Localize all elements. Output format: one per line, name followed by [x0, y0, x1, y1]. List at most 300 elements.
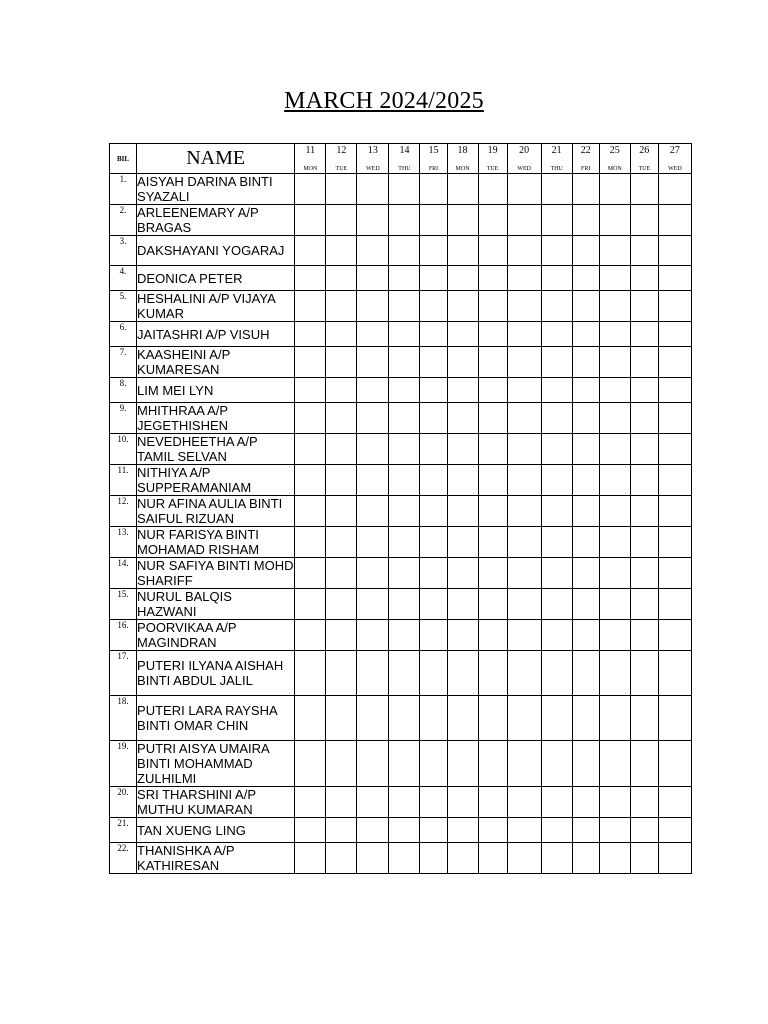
attendance-cell[interactable]: [599, 651, 630, 696]
attendance-cell[interactable]: [326, 347, 357, 378]
attendance-cell[interactable]: [326, 843, 357, 874]
attendance-cell[interactable]: [541, 787, 572, 818]
attendance-cell[interactable]: [541, 741, 572, 787]
attendance-cell[interactable]: [507, 378, 541, 403]
attendance-cell[interactable]: [599, 465, 630, 496]
attendance-cell[interactable]: [658, 465, 691, 496]
attendance-cell[interactable]: [295, 266, 326, 291]
attendance-cell[interactable]: [447, 205, 478, 236]
attendance-cell[interactable]: [478, 787, 507, 818]
attendance-cell[interactable]: [357, 266, 389, 291]
attendance-cell[interactable]: [420, 741, 447, 787]
attendance-cell[interactable]: [389, 378, 420, 403]
attendance-cell[interactable]: [326, 696, 357, 741]
attendance-cell[interactable]: [478, 589, 507, 620]
attendance-cell[interactable]: [658, 620, 691, 651]
day-of-week: MON: [303, 166, 318, 172]
day-of-week: FRI: [428, 166, 439, 172]
attendance-cell[interactable]: [326, 378, 357, 403]
attendance-cell[interactable]: [295, 620, 326, 651]
attendance-cell[interactable]: [572, 818, 599, 843]
attendance-cell[interactable]: [447, 174, 478, 205]
attendance-cell[interactable]: [357, 291, 389, 322]
attendance-cell[interactable]: [295, 291, 326, 322]
attendance-cell[interactable]: [572, 741, 599, 787]
attendance-cell[interactable]: [630, 347, 658, 378]
attendance-cell[interactable]: [326, 818, 357, 843]
attendance-cell[interactable]: [420, 266, 447, 291]
attendance-cell[interactable]: [658, 527, 691, 558]
attendance-cell[interactable]: [599, 696, 630, 741]
attendance-cell[interactable]: [658, 378, 691, 403]
attendance-cell[interactable]: [357, 651, 389, 696]
day-header: [326, 144, 357, 174]
attendance-cell[interactable]: [599, 818, 630, 843]
attendance-cell[interactable]: [507, 322, 541, 347]
attendance-cell[interactable]: [389, 620, 420, 651]
attendance-cell[interactable]: [447, 843, 478, 874]
attendance-cell[interactable]: [389, 434, 420, 465]
attendance-cell[interactable]: [295, 322, 326, 347]
attendance-cell[interactable]: [541, 558, 572, 589]
attendance-cell[interactable]: [630, 236, 658, 266]
attendance-cell[interactable]: [658, 558, 691, 589]
attendance-cell[interactable]: [599, 741, 630, 787]
attendance-cell[interactable]: [420, 403, 447, 434]
attendance-cell[interactable]: [326, 205, 357, 236]
attendance-cell[interactable]: [295, 818, 326, 843]
attendance-cell[interactable]: [420, 696, 447, 741]
attendance-cell[interactable]: [447, 620, 478, 651]
attendance-cell[interactable]: [326, 465, 357, 496]
attendance-cell[interactable]: [420, 496, 447, 527]
attendance-cell[interactable]: [541, 696, 572, 741]
attendance-cell[interactable]: [389, 266, 420, 291]
attendance-cell[interactable]: [541, 589, 572, 620]
attendance-cell[interactable]: [447, 322, 478, 347]
attendance-cell[interactable]: [599, 496, 630, 527]
attendance-cell[interactable]: [507, 620, 541, 651]
attendance-cell[interactable]: [507, 403, 541, 434]
attendance-cell[interactable]: [507, 787, 541, 818]
attendance-cell[interactable]: [541, 527, 572, 558]
attendance-cell[interactable]: [357, 589, 389, 620]
attendance-cell[interactable]: [326, 322, 357, 347]
attendance-cell[interactable]: [357, 843, 389, 874]
attendance-cell[interactable]: [630, 589, 658, 620]
attendance-cell[interactable]: [572, 174, 599, 205]
attendance-cell[interactable]: [541, 651, 572, 696]
attendance-cell[interactable]: [326, 291, 357, 322]
attendance-cell[interactable]: [599, 558, 630, 589]
attendance-cell[interactable]: [357, 558, 389, 589]
attendance-cell[interactable]: [658, 266, 691, 291]
attendance-cell[interactable]: [420, 174, 447, 205]
attendance-cell[interactable]: [420, 205, 447, 236]
attendance-cell[interactable]: [658, 589, 691, 620]
attendance-cell[interactable]: [630, 620, 658, 651]
attendance-cell[interactable]: [420, 236, 447, 266]
attendance-cell[interactable]: [478, 174, 507, 205]
attendance-cell[interactable]: [599, 205, 630, 236]
attendance-cell[interactable]: [447, 403, 478, 434]
attendance-cell[interactable]: [295, 378, 326, 403]
attendance-cell[interactable]: [295, 843, 326, 874]
attendance-cell[interactable]: [478, 378, 507, 403]
attendance-cell[interactable]: [630, 527, 658, 558]
attendance-cell[interactable]: [357, 174, 389, 205]
attendance-cell[interactable]: [541, 322, 572, 347]
attendance-cell[interactable]: [447, 558, 478, 589]
attendance-cell[interactable]: [295, 589, 326, 620]
attendance-cell[interactable]: [357, 818, 389, 843]
attendance-cell[interactable]: [357, 403, 389, 434]
attendance-cell[interactable]: [658, 651, 691, 696]
attendance-cell[interactable]: [389, 558, 420, 589]
attendance-cell[interactable]: [599, 266, 630, 291]
attendance-cell[interactable]: [572, 496, 599, 527]
attendance-cell[interactable]: [630, 322, 658, 347]
attendance-cell[interactable]: [389, 651, 420, 696]
attendance-cell[interactable]: [420, 589, 447, 620]
attendance-cell[interactable]: [357, 527, 389, 558]
row-number: 6.: [110, 322, 137, 347]
attendance-cell[interactable]: [658, 174, 691, 205]
attendance-cell[interactable]: [572, 347, 599, 378]
attendance-cell[interactable]: [572, 527, 599, 558]
attendance-cell[interactable]: [420, 558, 447, 589]
attendance-cell[interactable]: [295, 236, 326, 266]
row-number: 16.: [110, 620, 137, 651]
attendance-cell[interactable]: [630, 843, 658, 874]
attendance-cell[interactable]: [447, 651, 478, 696]
attendance-cell[interactable]: [572, 787, 599, 818]
attendance-cell[interactable]: [389, 291, 420, 322]
attendance-cell[interactable]: [420, 465, 447, 496]
attendance-cell[interactable]: [478, 696, 507, 741]
attendance-cell[interactable]: [295, 205, 326, 236]
attendance-cell[interactable]: [658, 741, 691, 787]
attendance-cell[interactable]: [507, 496, 541, 527]
attendance-cell[interactable]: [478, 620, 507, 651]
attendance-cell[interactable]: [326, 266, 357, 291]
attendance-cell[interactable]: [630, 818, 658, 843]
attendance-cell[interactable]: [541, 174, 572, 205]
attendance-cell[interactable]: [658, 496, 691, 527]
attendance-cell[interactable]: [295, 434, 326, 465]
attendance-cell[interactable]: [541, 818, 572, 843]
attendance-cell[interactable]: [478, 205, 507, 236]
attendance-cell[interactable]: [541, 403, 572, 434]
attendance-cell[interactable]: [541, 347, 572, 378]
attendance-cell[interactable]: [389, 843, 420, 874]
attendance-cell[interactable]: [326, 496, 357, 527]
attendance-cell[interactable]: [541, 620, 572, 651]
attendance-cell[interactable]: [507, 741, 541, 787]
attendance-cell[interactable]: [420, 651, 447, 696]
attendance-cell[interactable]: [447, 378, 478, 403]
attendance-cell[interactable]: [658, 403, 691, 434]
attendance-cell[interactable]: [507, 174, 541, 205]
attendance-cell[interactable]: [478, 236, 507, 266]
attendance-cell[interactable]: [389, 322, 420, 347]
attendance-cell[interactable]: [599, 378, 630, 403]
attendance-cell[interactable]: [478, 527, 507, 558]
attendance-cell[interactable]: [478, 434, 507, 465]
attendance-cell[interactable]: [389, 589, 420, 620]
attendance-cell[interactable]: [507, 843, 541, 874]
attendance-cell[interactable]: [420, 322, 447, 347]
attendance-cell[interactable]: [357, 347, 389, 378]
attendance-cell[interactable]: [572, 205, 599, 236]
attendance-cell[interactable]: [389, 527, 420, 558]
attendance-cell[interactable]: [389, 174, 420, 205]
attendance-cell[interactable]: [572, 236, 599, 266]
attendance-cell[interactable]: [357, 496, 389, 527]
attendance-cell[interactable]: [507, 589, 541, 620]
attendance-cell[interactable]: [630, 696, 658, 741]
attendance-cell[interactable]: [295, 696, 326, 741]
attendance-cell[interactable]: [572, 322, 599, 347]
attendance-cell[interactable]: [572, 465, 599, 496]
attendance-cell[interactable]: [599, 347, 630, 378]
table-row: [110, 347, 692, 378]
attendance-cell[interactable]: [420, 843, 447, 874]
attendance-cell[interactable]: [572, 843, 599, 874]
student-name: DAKSHAYANI YOGARAJ: [137, 236, 295, 266]
attendance-cell[interactable]: [420, 818, 447, 843]
attendance-cell[interactable]: [478, 741, 507, 787]
day-header: [478, 144, 507, 174]
attendance-cell[interactable]: [295, 174, 326, 205]
attendance-cell[interactable]: [507, 651, 541, 696]
attendance-cell[interactable]: [507, 465, 541, 496]
attendance-cell[interactable]: [326, 527, 357, 558]
student-name: NUR AFINA AULIA BINTI SAIFUL RIZUAN: [137, 496, 295, 527]
attendance-cell[interactable]: [389, 496, 420, 527]
attendance-cell[interactable]: [541, 266, 572, 291]
attendance-cell[interactable]: [295, 741, 326, 787]
attendance-cell[interactable]: [447, 741, 478, 787]
attendance-cell[interactable]: [326, 174, 357, 205]
attendance-cell[interactable]: [447, 434, 478, 465]
attendance-cell[interactable]: [447, 696, 478, 741]
attendance-cell[interactable]: [389, 741, 420, 787]
attendance-cell[interactable]: [630, 496, 658, 527]
attendance-cell[interactable]: [420, 347, 447, 378]
attendance-cell[interactable]: [357, 434, 389, 465]
attendance-cell[interactable]: [658, 434, 691, 465]
student-name: AISYAH DARINA BINTI SYAZALI: [137, 174, 295, 205]
attendance-cell[interactable]: [389, 787, 420, 818]
attendance-cell[interactable]: [572, 696, 599, 741]
attendance-cell[interactable]: [357, 696, 389, 741]
attendance-cell[interactable]: [507, 434, 541, 465]
attendance-cell[interactable]: [389, 696, 420, 741]
attendance-cell[interactable]: [599, 589, 630, 620]
attendance-cell[interactable]: [630, 787, 658, 818]
attendance-cell[interactable]: [599, 403, 630, 434]
attendance-cell[interactable]: [572, 558, 599, 589]
attendance-cell[interactable]: [507, 205, 541, 236]
attendance-cell[interactable]: [658, 236, 691, 266]
attendance-cell[interactable]: [599, 174, 630, 205]
attendance-cell[interactable]: [478, 347, 507, 378]
attendance-cell[interactable]: [541, 291, 572, 322]
attendance-cell[interactable]: [630, 174, 658, 205]
attendance-cell[interactable]: [572, 589, 599, 620]
attendance-cell[interactable]: [507, 291, 541, 322]
attendance-cell[interactable]: [658, 696, 691, 741]
attendance-cell[interactable]: [295, 558, 326, 589]
attendance-cell[interactable]: [630, 558, 658, 589]
attendance-cell[interactable]: [447, 787, 478, 818]
attendance-cell[interactable]: [658, 818, 691, 843]
attendance-cell[interactable]: [389, 403, 420, 434]
attendance-cell[interactable]: [389, 347, 420, 378]
attendance-cell[interactable]: [420, 787, 447, 818]
attendance-cell[interactable]: [295, 651, 326, 696]
attendance-cell[interactable]: [478, 322, 507, 347]
attendance-cell[interactable]: [295, 527, 326, 558]
attendance-cell[interactable]: [326, 236, 357, 266]
attendance-cell[interactable]: [389, 465, 420, 496]
attendance-cell[interactable]: [658, 291, 691, 322]
attendance-cell[interactable]: [507, 236, 541, 266]
attendance-cell[interactable]: [478, 558, 507, 589]
attendance-cell[interactable]: [295, 465, 326, 496]
attendance-cell[interactable]: [630, 291, 658, 322]
attendance-cell[interactable]: [447, 291, 478, 322]
attendance-cell[interactable]: [630, 403, 658, 434]
attendance-cell[interactable]: [357, 787, 389, 818]
attendance-cell[interactable]: [572, 651, 599, 696]
attendance-cell[interactable]: [389, 818, 420, 843]
attendance-cell[interactable]: [658, 843, 691, 874]
attendance-cell[interactable]: [295, 347, 326, 378]
attendance-cell[interactable]: [295, 787, 326, 818]
attendance-cell[interactable]: [630, 266, 658, 291]
attendance-cell[interactable]: [326, 558, 357, 589]
attendance-cell[interactable]: [572, 378, 599, 403]
attendance-cell[interactable]: [478, 465, 507, 496]
attendance-cell[interactable]: [507, 696, 541, 741]
attendance-cell[interactable]: [630, 378, 658, 403]
attendance-cell[interactable]: [295, 496, 326, 527]
row-number: 4.: [110, 266, 137, 291]
attendance-cell[interactable]: [326, 741, 357, 787]
day-header: [658, 144, 691, 174]
attendance-cell[interactable]: [541, 843, 572, 874]
attendance-cell[interactable]: [507, 818, 541, 843]
attendance-cell[interactable]: [447, 266, 478, 291]
attendance-cell[interactable]: [357, 205, 389, 236]
day-header: [507, 144, 541, 174]
attendance-cell[interactable]: [541, 434, 572, 465]
attendance-cell[interactable]: [357, 322, 389, 347]
attendance-cell[interactable]: [478, 843, 507, 874]
attendance-cell[interactable]: [478, 651, 507, 696]
attendance-cell[interactable]: [478, 818, 507, 843]
attendance-cell[interactable]: [507, 558, 541, 589]
attendance-cell[interactable]: [478, 266, 507, 291]
attendance-cell[interactable]: [357, 236, 389, 266]
attendance-cell[interactable]: [447, 527, 478, 558]
attendance-cell[interactable]: [326, 651, 357, 696]
attendance-cell[interactable]: [420, 620, 447, 651]
attendance-cell[interactable]: [599, 527, 630, 558]
attendance-cell[interactable]: [658, 787, 691, 818]
attendance-cell[interactable]: [658, 347, 691, 378]
attendance-cell[interactable]: [599, 787, 630, 818]
attendance-cell[interactable]: [541, 496, 572, 527]
attendance-cell[interactable]: [507, 527, 541, 558]
attendance-cell[interactable]: [599, 236, 630, 266]
attendance-cell[interactable]: [572, 620, 599, 651]
attendance-cell[interactable]: [389, 205, 420, 236]
attendance-cell[interactable]: [599, 322, 630, 347]
attendance-cell[interactable]: [326, 620, 357, 651]
attendance-cell[interactable]: [447, 818, 478, 843]
attendance-cell[interactable]: [630, 205, 658, 236]
attendance-cell[interactable]: [326, 434, 357, 465]
attendance-cell[interactable]: [541, 236, 572, 266]
attendance-cell[interactable]: [507, 266, 541, 291]
attendance-cell[interactable]: [357, 741, 389, 787]
attendance-cell[interactable]: [326, 403, 357, 434]
attendance-cell[interactable]: [326, 787, 357, 818]
attendance-cell[interactable]: [630, 651, 658, 696]
attendance-cell[interactable]: [658, 205, 691, 236]
attendance-cell[interactable]: [420, 378, 447, 403]
attendance-cell[interactable]: [447, 589, 478, 620]
attendance-cell[interactable]: [572, 434, 599, 465]
attendance-cell[interactable]: [478, 291, 507, 322]
attendance-cell[interactable]: [420, 527, 447, 558]
attendance-cell[interactable]: [507, 347, 541, 378]
attendance-cell[interactable]: [658, 322, 691, 347]
attendance-cell[interactable]: [599, 291, 630, 322]
attendance-cell[interactable]: [541, 378, 572, 403]
attendance-cell[interactable]: [357, 378, 389, 403]
attendance-cell[interactable]: [478, 496, 507, 527]
attendance-cell[interactable]: [357, 620, 389, 651]
attendance-cell[interactable]: [599, 434, 630, 465]
attendance-cell[interactable]: [572, 266, 599, 291]
attendance-cell[interactable]: [630, 465, 658, 496]
attendance-cell[interactable]: [541, 205, 572, 236]
attendance-cell[interactable]: [357, 465, 389, 496]
attendance-cell[interactable]: [447, 347, 478, 378]
attendance-cell[interactable]: [447, 236, 478, 266]
attendance-cell[interactable]: [389, 236, 420, 266]
attendance-cell[interactable]: [630, 741, 658, 787]
attendance-cell[interactable]: [420, 291, 447, 322]
attendance-cell[interactable]: [478, 403, 507, 434]
attendance-cell[interactable]: [572, 403, 599, 434]
attendance-cell[interactable]: [599, 843, 630, 874]
attendance-cell[interactable]: [420, 434, 447, 465]
attendance-cell[interactable]: [295, 403, 326, 434]
attendance-cell[interactable]: [447, 496, 478, 527]
attendance-cell[interactable]: [541, 465, 572, 496]
attendance-cell[interactable]: [326, 589, 357, 620]
attendance-cell[interactable]: [572, 291, 599, 322]
attendance-cell[interactable]: [599, 620, 630, 651]
attendance-cell[interactable]: [447, 465, 478, 496]
day-number: 14: [399, 145, 410, 156]
attendance-cell[interactable]: [630, 434, 658, 465]
